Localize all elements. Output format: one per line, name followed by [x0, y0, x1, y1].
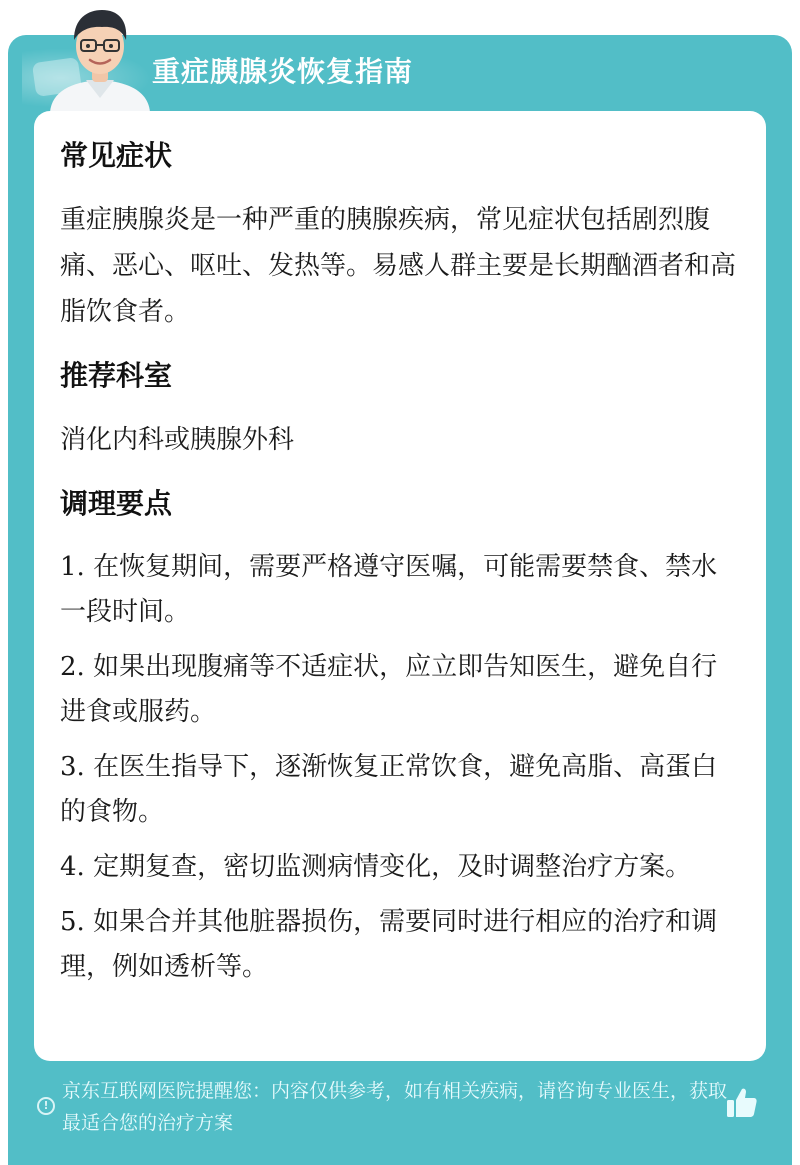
list-item-number: 4.: [60, 852, 85, 882]
department-text: 消化内科或胰腺外科: [60, 425, 295, 455]
list-item-number: 3.: [60, 752, 85, 782]
list-item: [60, 745, 740, 835]
list-item-text: 在恢复期间，需要严格遵守医嘱，可能需要禁食、禁水一段时间。: [60, 552, 718, 627]
list-item-text: 在医生指导下，逐渐恢复正常饮食，避免高脂、高蛋白的食物。: [60, 752, 718, 827]
list-item-text: 定期复查，密切监测病情变化，及时调整治疗方案。: [93, 852, 692, 882]
list-item: [60, 545, 740, 635]
list-item-number: 2.: [60, 652, 85, 682]
list-item: [60, 645, 740, 735]
section-title-department: 推荐科室: [60, 359, 173, 392]
list-item-number: 1.: [60, 552, 85, 582]
list-item-number: 5.: [60, 907, 85, 937]
list-item-text: 如果合并其他脏器损伤，需要同时进行相应的治疗和调理，例如透析等。: [60, 907, 718, 982]
list-item: [60, 845, 740, 890]
symptoms-text: 重症胰腺炎是一种严重的胰腺疾病，常见症状包括剧烈腹痛、恶心、呕吐、发热等。易感人群主要是长期酗酒者和高脂饮食者。: [60, 205, 737, 327]
info-icon: !: [37, 1097, 55, 1115]
content-card: [34, 111, 766, 1061]
list-item-text: 如果出现腹痛等不适症状，应立即告知医生，避免自行进食或服药。: [60, 652, 718, 727]
thumbs-up-icon[interactable]: [724, 1085, 760, 1121]
section-title-care: 调理要点: [60, 487, 173, 520]
page-title: 重症胰腺炎恢复指南: [152, 55, 414, 88]
section-title-symptoms: 常见症状: [60, 139, 173, 172]
card-content: [60, 133, 740, 1000]
list-item: [60, 900, 740, 990]
footer-disclaimer: 京东互联网医院提醒您：内容仅供参考，如有相关疾病，请咨询专业医生，获取最适合您的治疗方案: [62, 1080, 728, 1134]
doctor-avatar: [44, 0, 156, 112]
